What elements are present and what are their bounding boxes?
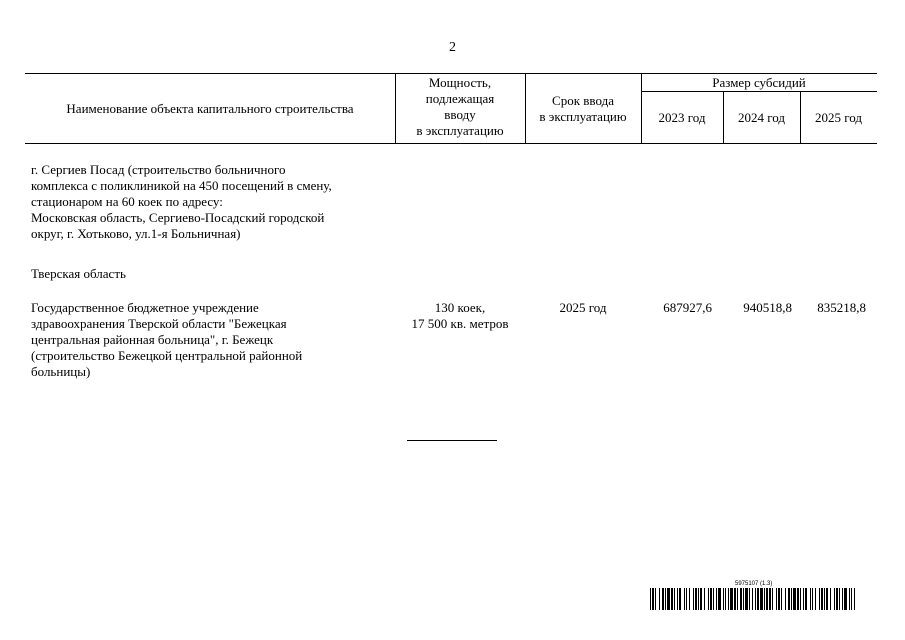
barcode-bar xyxy=(713,588,714,610)
barcode-bar xyxy=(836,588,838,610)
barcode-bar xyxy=(791,588,792,610)
row-bezhetsk-term: 2025 год xyxy=(559,300,607,315)
text-line: 130 коек, xyxy=(434,300,486,315)
header-term-line: в эксплуатацию xyxy=(539,109,627,124)
barcode-bar xyxy=(752,588,753,610)
barcode-bar xyxy=(723,588,724,610)
barcode-bar xyxy=(652,588,654,610)
barcode-bar xyxy=(730,588,733,610)
text-line: г. Сергиев Посад (строительство больничного xyxy=(31,162,286,177)
barcode-bar xyxy=(776,588,777,610)
row-bezhetsk-subsidy-2024: 940518,8 xyxy=(743,300,792,315)
barcode-bar xyxy=(698,588,699,610)
text-line: Московская область, Сергиево-Посадский городской xyxy=(31,210,325,225)
text-line: (строительство Бежецкой центральной районной xyxy=(31,348,303,363)
text-line: центральная районная больница", г. Бежецк xyxy=(31,332,274,347)
barcode-bar xyxy=(788,588,790,610)
barcode-bar xyxy=(718,588,721,610)
barcode-bar xyxy=(851,588,852,610)
barcode-bar xyxy=(757,588,759,610)
header-capacity-line: в эксплуатацию xyxy=(416,123,504,138)
barcode-bar xyxy=(674,588,675,610)
barcode-bar xyxy=(803,588,804,610)
barcode-image xyxy=(650,588,856,610)
barcode-bar xyxy=(659,588,660,610)
table-top-border xyxy=(25,73,877,74)
barcode-bar xyxy=(689,588,690,610)
header-object-name: Наименование объекта капитального строительства xyxy=(66,101,354,116)
barcode-bar xyxy=(793,588,796,610)
barcode-label: 5975107 (1.3) xyxy=(735,581,773,587)
barcode-bar xyxy=(695,588,697,610)
header-year-2023: 2023 год xyxy=(658,110,706,125)
header-year-2025: 2025 год xyxy=(815,110,862,125)
end-separator xyxy=(407,440,497,441)
barcode-bar xyxy=(785,588,786,610)
barcode-bar xyxy=(826,588,828,610)
barcode-bar xyxy=(821,588,823,610)
barcode-bar xyxy=(781,588,782,610)
header-capacity xyxy=(395,75,525,139)
barcode-bar xyxy=(854,588,855,610)
barcode-bar xyxy=(815,588,816,610)
barcode-bar xyxy=(824,588,825,610)
subsidy-header-divider xyxy=(641,91,877,92)
header-subsidy-group: Размер субсидий xyxy=(712,75,806,90)
barcode-bar xyxy=(760,588,763,610)
row-bezhetsk-name xyxy=(31,300,395,380)
barcode-bar xyxy=(650,588,651,610)
barcode-bar xyxy=(810,588,811,610)
barcode-bar xyxy=(728,588,729,610)
text-line: стационаром на 60 коек по адресу: xyxy=(31,194,223,209)
row-bezhetsk-subsidy-2023: 687927,6 xyxy=(663,300,712,315)
header-capacity-line: вводу xyxy=(444,107,476,122)
barcode-bar xyxy=(800,588,801,610)
text-line: округ, г. Хотьково, ул.1-я Больничная) xyxy=(31,226,241,241)
barcode-bar xyxy=(772,588,773,610)
barcode-bar xyxy=(734,588,736,610)
region-heading: Тверская область xyxy=(31,266,126,281)
barcode-bar xyxy=(662,588,664,610)
barcode-bar xyxy=(769,588,771,610)
header-term xyxy=(525,93,641,125)
text-line: комплекса с поликлиникой на 450 посещений в смену, xyxy=(31,178,332,193)
text-line: Государственное бюджетное учреждение xyxy=(31,300,259,315)
header-capacity-line: подлежащая xyxy=(425,91,495,106)
barcode-bar xyxy=(839,588,840,610)
barcode-bar xyxy=(844,588,847,610)
barcode-bar xyxy=(819,588,820,610)
barcode-bar xyxy=(725,588,726,610)
barcode-bar xyxy=(708,588,709,610)
row-bezhetsk-subsidy-2025: 835218,8 xyxy=(817,300,866,315)
barcode-bar xyxy=(812,588,813,610)
barcode-bar xyxy=(745,588,748,610)
barcode-bar xyxy=(704,588,705,610)
barcode-bar xyxy=(805,588,807,610)
barcode-bar xyxy=(834,588,835,610)
barcode-bar xyxy=(749,588,750,610)
text-line: здравоохранения Тверской области "Бежецкая xyxy=(31,316,287,331)
barcode-bar xyxy=(764,588,765,610)
barcode-bar xyxy=(716,588,717,610)
barcode-bar xyxy=(671,588,673,610)
barcode-bar xyxy=(797,588,799,610)
row-sergiev-posad-name xyxy=(31,162,395,242)
barcode-bar xyxy=(679,588,681,610)
barcode-bar xyxy=(766,588,768,610)
barcode-bar xyxy=(667,588,670,610)
barcode-bar xyxy=(830,588,831,610)
header-bottom-border xyxy=(25,143,877,144)
row-bezhetsk-capacity xyxy=(395,300,525,332)
header-term-line: Срок ввода xyxy=(552,93,614,108)
header-year-2024: 2024 год xyxy=(738,110,785,125)
header-capacity-line: Мощность, xyxy=(428,75,492,90)
barcode-bar xyxy=(655,588,656,610)
page-number: 2 xyxy=(449,40,456,55)
barcode-bar xyxy=(842,588,843,610)
barcode-bar xyxy=(737,588,738,610)
barcode-bar xyxy=(686,588,687,610)
barcode-bar xyxy=(778,588,780,610)
barcode-bar xyxy=(700,588,702,610)
barcode-bar xyxy=(665,588,666,610)
barcode-bar xyxy=(710,588,712,610)
text-line: больницы) xyxy=(31,364,91,379)
barcode-bar xyxy=(849,588,850,610)
text-line: 17 500 кв. метров xyxy=(411,316,509,331)
barcode-bar xyxy=(684,588,685,610)
barcode-bar xyxy=(693,588,694,610)
barcode-bar xyxy=(677,588,678,610)
barcode-bar xyxy=(755,588,756,610)
barcode-bar xyxy=(740,588,742,610)
barcode-bar xyxy=(743,588,744,610)
